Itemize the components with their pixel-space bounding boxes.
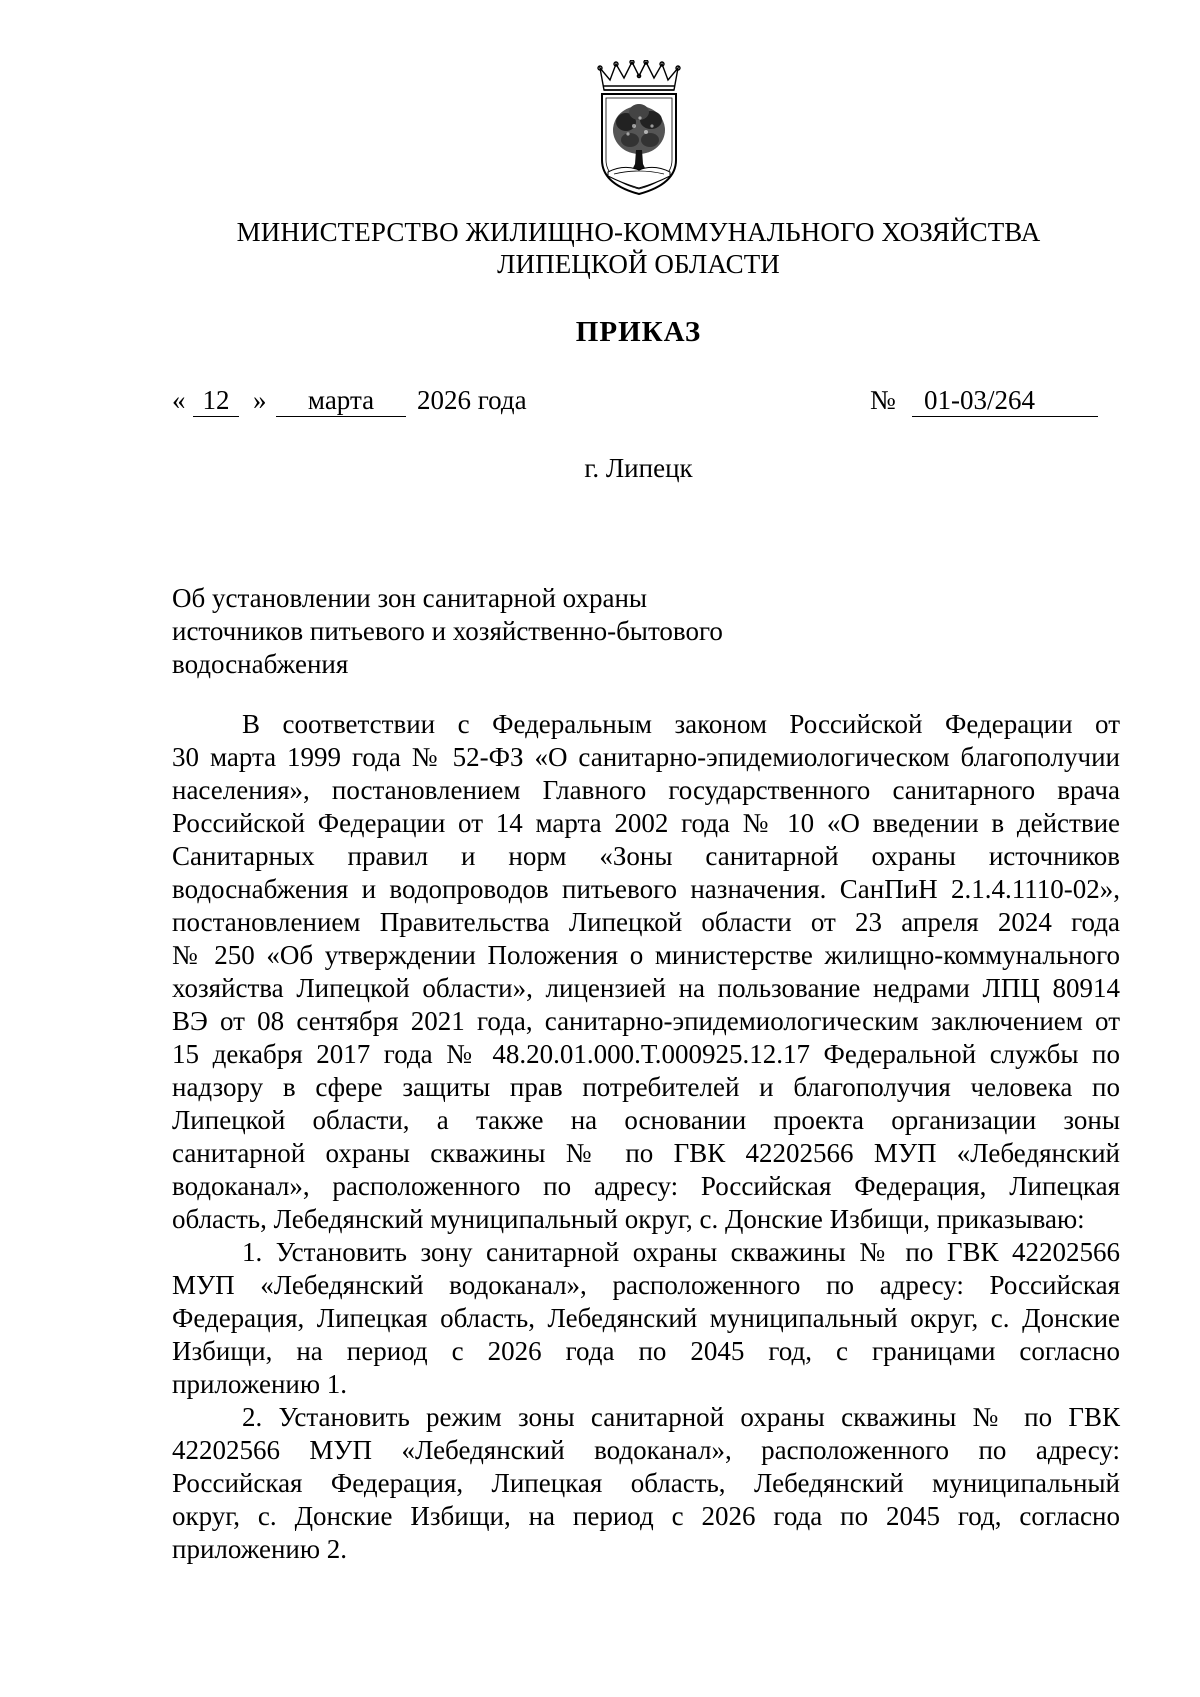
subject-line: источников питьевого и хозяйственно-бытового [172,616,723,646]
order-item-2 [172,1401,1120,1566]
preamble-paragraph [172,708,1120,1236]
date-open-quote: « [172,385,186,415]
preamble-line: В соответствии с Федеральным законом Российской Федерации от [242,709,1120,739]
item1-line: приложению 1. [172,1369,348,1399]
city-name: г. Липецк [584,453,693,483]
order-subject [172,582,792,681]
preamble-line: санитарной охраны скважины № по ГВК 42202566 МУП «Лебедянский [172,1138,1120,1168]
item1-line: 1. Установить зону санитарной охраны скважины № по ГВК 42202566 [242,1237,1120,1267]
preamble-line: Липецкой области, а также на основании проекта организации зоны [172,1105,1120,1135]
date-day: 12 [202,385,230,415]
preamble-line: населения», постановлением Главного государственного санитарного врача [172,775,1120,805]
preamble-line: 15 декабря 2017 года № 48.20.01.000.Т.000925.12.17 Федеральной службы по [172,1039,1120,1069]
preamble-line: ВЭ от 08 сентября 2021 года, санитарно-эпидемиологическим заключением от [172,1006,1120,1036]
preamble-line: Российской Федерации от 14 марта 2002 года № 10 «О введении в действие [172,808,1120,838]
order-item-1 [172,1236,1120,1401]
date-year: 2026 года [417,385,527,415]
ministry-name-line1: МИНИСТЕРСТВО ЖИЛИЩНО-КОММУНАЛЬНОГО ХОЗЯЙСТВА [236,217,1041,247]
preamble-line: постановлением Правительства Липецкой области от 23 апреля 2024 года [172,907,1120,937]
preamble-line: водоканал», расположенного по адресу: Российская Федерация, Липецкая [172,1171,1120,1201]
preamble-line: № 250 «Об утверждении Положения о министерстве жилищно-коммунального [172,940,1120,970]
order-number-underline [912,416,1098,417]
item1-line: Федерация, Липецкая область, Лебедянский муниципальный округ, с. Донские [172,1303,1120,1333]
preamble-line: надзору в сфере защиты прав потребителей и благополучия человека по [172,1072,1120,1102]
date-month: марта [307,385,375,415]
subject-line: Об установлении зон санитарной охраны [172,583,648,613]
item2-line: округ, с. Донские Избищи, на период с 2026 года по 2045 год, согласно [172,1501,1120,1531]
order-number: 01-03/264 [924,385,1035,415]
preamble-line: область, Лебедянский муниципальный округ, с. Донские Избищи, приказываю: [172,1204,1085,1234]
preamble-line: хозяйства Липецкой области», лицензией на пользование недрами ЛПЦ 80914 [172,973,1120,1003]
item1-line: Избищи, на период с 2026 года по 2045 год, с границами согласно [172,1336,1120,1366]
preamble-line: Санитарных правил и норм «Зоны санитарной охраны источников [172,841,1120,871]
subject-line: водоснабжения [172,649,349,679]
order-number-sign: № [870,385,896,415]
date-month-underline [276,416,406,417]
date-close-quote: » [253,385,267,415]
order-title: ПРИКАЗ [575,316,702,348]
coat-of-arms-emblem [594,60,684,196]
item2-line: Российская Федерация, Липецкая область, Лебедянский муниципальный [172,1468,1120,1498]
date-day-underline [193,416,239,417]
preamble-line: водоснабжения и водопроводов питьевого назначения. СанПиН 2.1.4.1110-02», [172,874,1120,904]
ministry-name-line2: ЛИПЕЦКОЙ ОБЛАСТИ [497,249,780,279]
preamble-line: 30 марта 1999 года № 52-ФЗ «О санитарно-эпидемиологическом благополучии [172,742,1120,772]
item2-line: 2. Установить режим зоны санитарной охраны скважины № по ГВК [242,1402,1120,1432]
item1-line: МУП «Лебедянский водоканал», расположенного по адресу: Российская [172,1270,1120,1300]
item2-line: 42202566 МУП «Лебедянский водоканал», расположенного по адресу: [172,1435,1120,1465]
item2-line: приложению 2. [172,1534,348,1564]
